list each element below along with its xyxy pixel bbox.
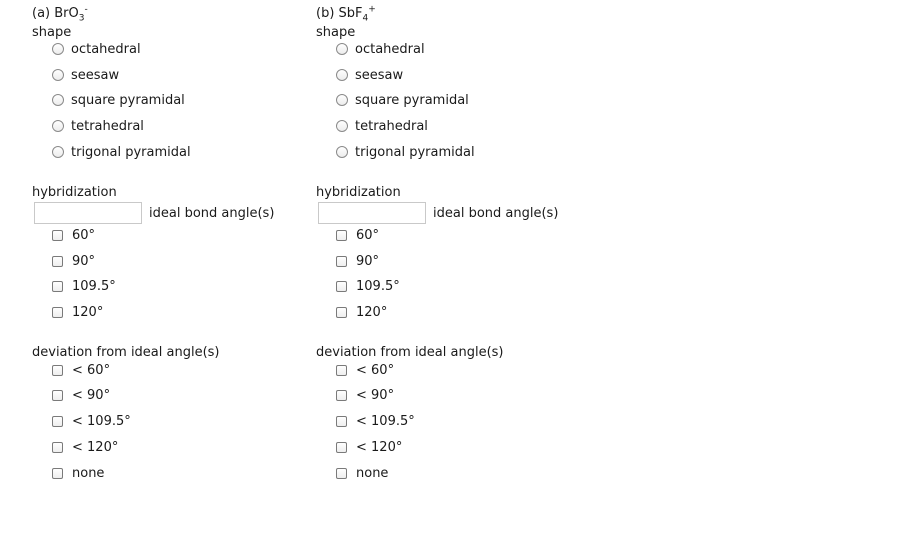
hybridization-input[interactable]	[34, 202, 142, 224]
deviation-option-lt-90[interactable]: < 90°	[52, 386, 110, 404]
formula-superscript: +	[368, 4, 376, 15]
formula-subscript: 3	[78, 13, 85, 24]
radio-button[interactable]	[52, 146, 64, 158]
checkbox[interactable]	[52, 365, 63, 376]
shape-option-tetrahedral[interactable]: tetrahedral	[52, 117, 144, 135]
shape-option-octahedral[interactable]: octahedral	[336, 40, 425, 58]
ideal-angle-option-60[interactable]: 60°	[52, 226, 95, 244]
formula-superscript: -	[84, 4, 88, 15]
checkbox[interactable]	[336, 281, 347, 292]
radio-button[interactable]	[52, 69, 64, 81]
deviation-option-lt-60[interactable]: < 60°	[52, 361, 110, 379]
checkbox[interactable]	[52, 256, 63, 267]
shape-option-square-pyramidal[interactable]: square pyramidal	[52, 91, 185, 109]
ideal-angle-option-60[interactable]: 60°	[336, 226, 379, 244]
ideal-angle-option-120[interactable]: 120°	[52, 303, 103, 321]
ideal-angle-option-90[interactable]: 90°	[336, 252, 379, 270]
formula-base: BrO	[54, 6, 79, 21]
deviation-option-lt-120[interactable]: < 120°	[336, 438, 402, 456]
shape-option-square-pyramidal[interactable]: square pyramidal	[336, 91, 469, 109]
checkbox[interactable]	[52, 281, 63, 292]
radio-button[interactable]	[336, 69, 348, 81]
deviation-label: deviation from ideal angle(s)	[32, 345, 220, 360]
radio-button[interactable]	[336, 94, 348, 106]
question-label: (a)	[32, 6, 51, 21]
ideal-angle-option-120[interactable]: 120°	[336, 303, 387, 321]
ideal-bond-angle-label: ideal bond angle(s)	[433, 206, 559, 221]
checkbox[interactable]	[52, 307, 63, 318]
formula-base: SbF	[338, 6, 363, 21]
radio-button[interactable]	[52, 94, 64, 106]
radio-button[interactable]	[52, 120, 64, 132]
question-a-title	[32, 4, 88, 24]
deviation-option-lt-60[interactable]: < 60°	[336, 361, 394, 379]
radio-button[interactable]	[52, 43, 64, 55]
shape-option-trigonal-pyramidal[interactable]: trigonal pyramidal	[52, 143, 191, 161]
radio-button[interactable]	[336, 43, 348, 55]
shape-option-seesaw[interactable]: seesaw	[52, 66, 119, 84]
checkbox[interactable]	[52, 230, 63, 241]
formula-subscript: 4	[362, 13, 369, 24]
hybridization-input[interactable]	[318, 202, 426, 224]
ideal-angle-option-109-5[interactable]: 109.5°	[336, 277, 400, 295]
question-b-title	[316, 4, 376, 24]
shape-option-trigonal-pyramidal[interactable]: trigonal pyramidal	[336, 143, 475, 161]
deviation-option-lt-120[interactable]: < 120°	[52, 438, 118, 456]
shape-option-octahedral[interactable]: octahedral	[52, 40, 141, 58]
shape-option-seesaw[interactable]: seesaw	[336, 66, 403, 84]
checkbox[interactable]	[336, 365, 347, 376]
deviation-option-lt-90[interactable]: < 90°	[336, 386, 394, 404]
checkbox[interactable]	[52, 390, 63, 401]
checkbox[interactable]	[52, 468, 63, 479]
checkbox[interactable]	[336, 468, 347, 479]
deviation-option-none[interactable]: none	[52, 464, 104, 482]
checkbox[interactable]	[336, 256, 347, 267]
hybridization-label: hybridization	[316, 185, 401, 200]
checkbox[interactable]	[336, 442, 347, 453]
shape-option-tetrahedral[interactable]: tetrahedral	[336, 117, 428, 135]
deviation-option-lt-109-5[interactable]: < 109.5°	[336, 412, 415, 430]
deviation-label: deviation from ideal angle(s)	[316, 345, 504, 360]
checkbox[interactable]	[336, 416, 347, 427]
checkbox[interactable]	[52, 442, 63, 453]
ideal-bond-angle-label: ideal bond angle(s)	[149, 206, 275, 221]
radio-button[interactable]	[336, 120, 348, 132]
hybridization-label: hybridization	[32, 185, 117, 200]
ideal-angle-option-109-5[interactable]: 109.5°	[52, 277, 116, 295]
shape-label: shape	[32, 25, 72, 40]
radio-button[interactable]	[336, 146, 348, 158]
checkbox[interactable]	[336, 230, 347, 241]
deviation-option-none[interactable]: none	[336, 464, 388, 482]
checkbox[interactable]	[336, 390, 347, 401]
ideal-angle-option-90[interactable]: 90°	[52, 252, 95, 270]
checkbox[interactable]	[52, 416, 63, 427]
question-label: (b)	[316, 6, 335, 21]
deviation-option-lt-109-5[interactable]: < 109.5°	[52, 412, 131, 430]
shape-label: shape	[316, 25, 356, 40]
checkbox[interactable]	[336, 307, 347, 318]
